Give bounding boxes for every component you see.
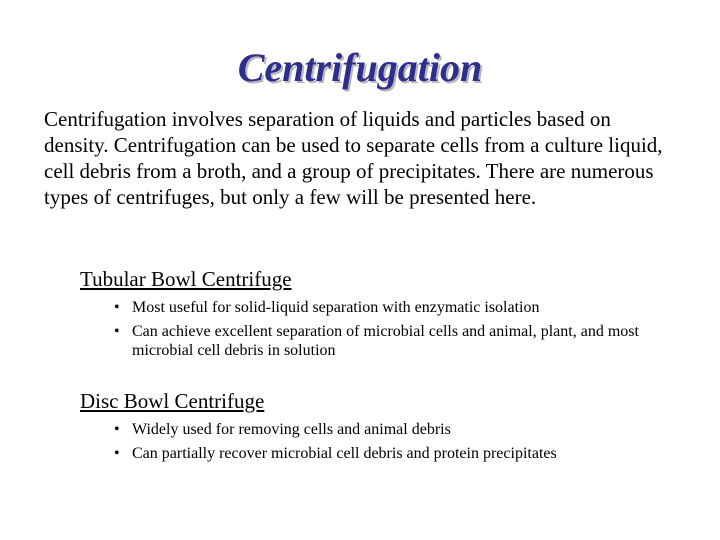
bullet-text: Can partially recover microbial cell debris and protein precipitates — [132, 445, 557, 462]
bullet-item — [80, 444, 680, 463]
bullet-text: Can achieve excellent separation of microbial cells and animal, plant, and most microbial cell debris in solution — [132, 323, 639, 359]
bullet-text: Widely used for removing cells and animal debris — [132, 421, 451, 438]
bullet-icon: • — [114, 323, 120, 340]
bullet-item — [80, 298, 680, 317]
section-heading: Disc Bowl Centrifuge — [80, 389, 265, 413]
bullet-list — [80, 420, 680, 463]
bullet-icon: • — [114, 299, 120, 316]
bullet-list — [80, 298, 680, 360]
bullet-icon: • — [114, 445, 120, 462]
section-tubular-bowl — [80, 266, 680, 365]
bullet-text: Most useful for solid-liquid separation with enzymatic isolation — [132, 299, 540, 316]
section-heading: Tubular Bowl Centrifuge — [80, 267, 292, 291]
bullet-icon: • — [114, 421, 120, 438]
bullet-item — [80, 420, 680, 439]
intro-paragraph: Centrifugation involves separation of liquids and particles based on density. Centrifugation can be used to separate cells from a culture liquid, cell debris from a broth, and a group of precipitates. There are numerous types of centrifuges, but only a few will be presented here. — [44, 107, 663, 209]
section-disc-bowl — [80, 388, 680, 468]
slide-title: Centrifugation — [237, 45, 483, 90]
bullet-item — [80, 322, 680, 360]
